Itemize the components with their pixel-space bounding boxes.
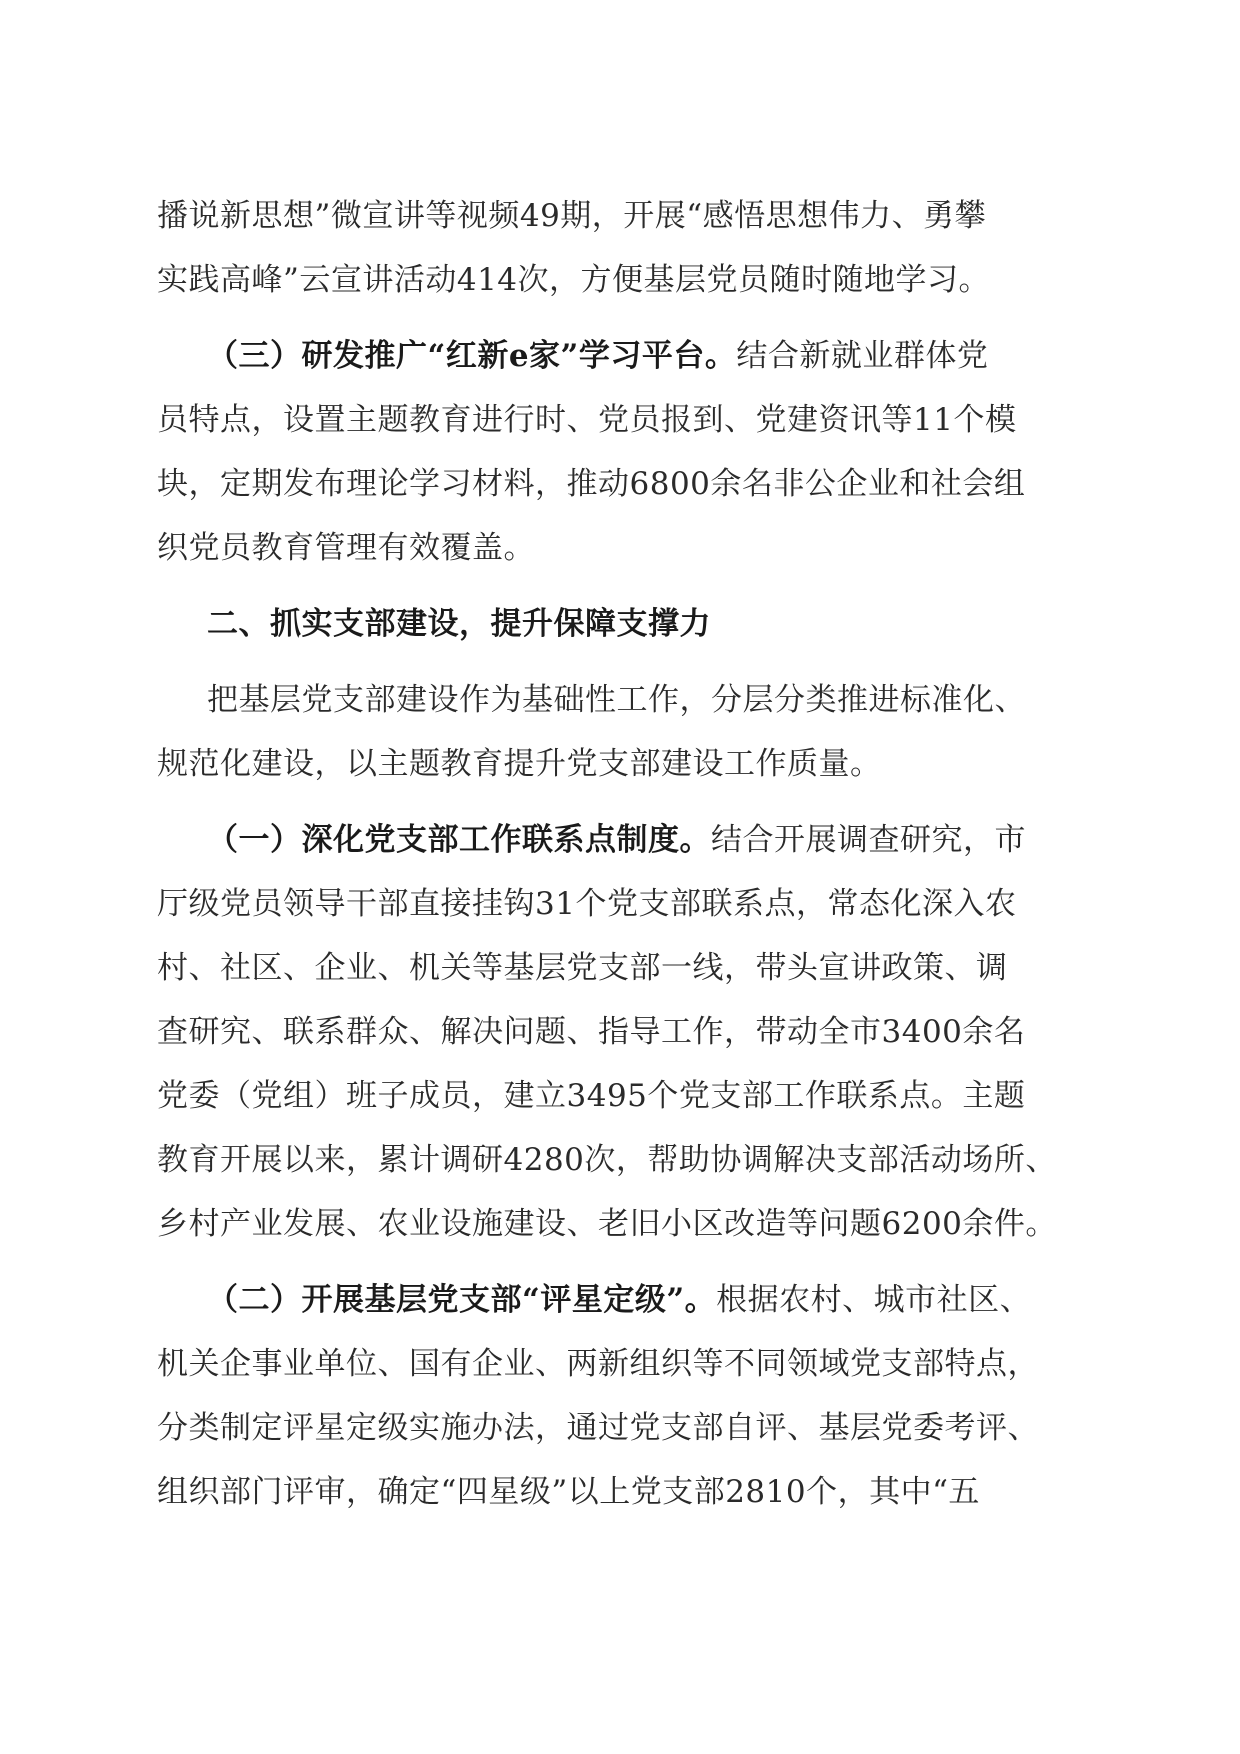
paragraph-line: 厅级党员领导干部直接挂钩31个党支部联系点，常态化深入农 <box>157 886 1017 922</box>
paragraph-line: 织党员教育管理有效覆盖。 <box>157 530 535 566</box>
paragraph-line: 组织部门评审，确定“四星级”以上党支部2810个，其中“五 <box>157 1474 980 1510</box>
paragraph-line: 播说新思想”微宣讲等视频49期，开展“感悟思想伟力、勇攀 <box>157 198 987 234</box>
section-heading: 二、抓实支部建设，提升保障支撑力 <box>207 606 711 642</box>
paragraph-lead: （三）研发推广“红新e家”学习平台。 <box>207 338 737 374</box>
paragraph-line: （三）研发推广“红新e家”学习平台。结合新就业群体党 <box>207 338 989 374</box>
paragraph-line: 党委（党组）班子成员，建立3495个党支部工作联系点。主题 <box>157 1078 1026 1114</box>
paragraph-line: 分类制定评星定级实施办法，通过党支部自评、基层党委考评、 <box>157 1410 1039 1446</box>
paragraph-line: 员特点，设置主题教育进行时、党员报到、党建资讯等11个模 <box>157 402 1017 438</box>
paragraph-line: 实践高峰”云宣讲活动414次，方便基层党员随时随地学习。 <box>157 262 991 298</box>
paragraph-line: 教育开展以来，累计调研4280次，帮助协调解决支部活动场所、 <box>157 1142 1057 1178</box>
paragraph-line: 机关企事业单位、国有企业、两新组织等不同领域党支部特点， <box>157 1346 1039 1382</box>
paragraph-line: 乡村产业发展、农业设施建设、老旧小区改造等问题6200余件。 <box>157 1206 1057 1242</box>
paragraph-line: 块，定期发布理论学习材料，推动6800余名非公企业和社会组 <box>157 466 1026 502</box>
paragraph-line: 查研究、联系群众、解决问题、指导工作，带动全市3400余名 <box>157 1014 1026 1050</box>
paragraph-lead: （一）深化党支部工作联系点制度。 <box>207 822 711 858</box>
paragraph-line: （一）深化党支部工作联系点制度。结合开展调查研究，市 <box>207 822 1026 858</box>
paragraph-line: （二）开展基层党支部“评星定级”。根据农村、城市社区、 <box>207 1282 1032 1318</box>
paragraph-line: 规范化建设，以主题教育提升党支部建设工作质量。 <box>157 746 882 782</box>
paragraph-line: 把基层党支部建设作为基础性工作，分层分类推进标准化、 <box>207 682 1026 718</box>
paragraph-lead: （二）开展基层党支部“评星定级”。 <box>207 1282 717 1318</box>
paragraph-line: 村、社区、企业、机关等基层党支部一线，带头宣讲政策、调 <box>157 950 1008 986</box>
